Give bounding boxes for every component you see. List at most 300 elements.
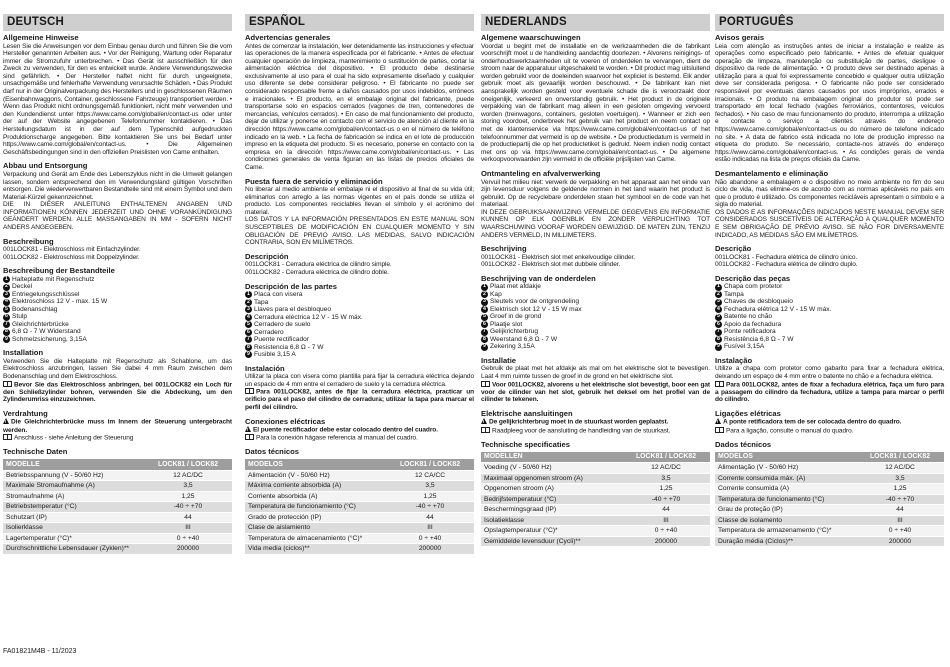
disposal-text: Não abandone a embalagem e o dispositivo no meio ambiente no fim do seu ciclo de vida, mas elimine-os de acordo com as normas aplicáveis no país em que o produto é utilizado. Os componentes recicláveis apresentam o símbolo e a sigla do material. xyxy=(715,178,944,209)
part-label: Cerradura eléctrica 12 V - 15 W máx. xyxy=(254,313,363,321)
spec-label: Opgenomen stroom (A) xyxy=(481,484,622,495)
table-header-models: MODELOS xyxy=(715,452,856,463)
disposal-text: Verpackung und Gerät am Ende des Lebenszyklus nicht in die Umwelt gelangen lassen, sondern entsprechend den im Verwendungsland gültigen Vorschriften entsorgen. Die wiederverwertbaren Bestandteile sind mit einem Symbol und dem Material-Kürzel gekennzeichnet. xyxy=(3,170,232,201)
spec-value: 1,25 xyxy=(622,484,710,495)
table-header-row xyxy=(245,459,474,470)
part-number-badge: 8 xyxy=(715,336,722,343)
language-header: PORTUGUÊS xyxy=(715,14,944,31)
spec-label: Corriente absorbida (A) xyxy=(245,491,386,502)
wiring-note xyxy=(245,434,474,442)
part-label: Resistência 6,8 Ω - 7 W xyxy=(724,335,794,343)
table-row xyxy=(3,491,232,502)
language-header: ESPAÑOL xyxy=(245,14,474,31)
model-description-2: 001LOCK82 - Elektrisch slot met dubbele cilinder. xyxy=(481,261,621,269)
spec-label: Temperatura de armazenamento (°C)* xyxy=(715,526,856,537)
part-number-badge: 5 xyxy=(481,314,488,321)
part-number-badge: 6 xyxy=(481,321,488,328)
part-item xyxy=(245,299,474,307)
spec-value: -40 ÷ +70 xyxy=(144,502,232,513)
parts-heading: Descripción de las partes xyxy=(245,281,338,291)
parts-heading: Beschreibung der Bestandteile xyxy=(3,266,115,276)
spec-label: Beschermingsgraad (IP) xyxy=(481,505,622,516)
table-header-values: LOCK81 / LOCK82 xyxy=(144,459,232,470)
wiring-heading: Elektrische aansluitingen xyxy=(481,408,573,418)
part-label: Chaves de desbloqueio xyxy=(724,298,793,306)
part-number-badge: 5 xyxy=(245,321,252,328)
spec-label: Classe de isolamento xyxy=(715,515,856,526)
part-label: Cerradero xyxy=(254,328,284,336)
part-item xyxy=(245,314,474,322)
spec-value: 200000 xyxy=(144,544,232,555)
technical-data-heading: Technische Daten xyxy=(3,447,68,457)
spec-label: Grado de protección (IP) xyxy=(245,512,386,523)
part-item xyxy=(715,291,944,299)
part-item xyxy=(245,351,474,359)
spec-value: 200000 xyxy=(386,544,474,555)
part-label: Batente no chão xyxy=(724,313,773,321)
wiring-warning xyxy=(715,418,944,426)
part-item xyxy=(715,321,944,329)
part-label: Fechadura elétrica 12 V - 15 W máx. xyxy=(724,305,832,313)
technical-data-table xyxy=(715,452,944,548)
spec-value: -40 ÷ +70 xyxy=(856,494,944,505)
part-label: Bodenanschlag xyxy=(12,305,58,313)
spec-label: Isolierklasse xyxy=(3,523,144,534)
parts-list xyxy=(3,276,232,344)
table-header-models: MODELLEN xyxy=(481,452,622,463)
table-row xyxy=(715,473,944,484)
wiring-note xyxy=(715,427,944,435)
part-label: Resistencia 6,8 Ω - 7 W xyxy=(254,343,324,351)
part-item xyxy=(3,283,232,291)
table-row xyxy=(245,481,474,492)
part-label: 6,8 Ω - 7 W Widerstand xyxy=(12,328,81,336)
model-description-2: 001LOCK82 - Elektroschloss mit Doppelzylinder. xyxy=(3,253,140,261)
spec-value: III xyxy=(856,515,944,526)
spec-label: Durchschnittliche Lebensdauer (Zyklen)** xyxy=(3,544,144,555)
part-item xyxy=(3,276,232,284)
technical-data-heading: Technische specificaties xyxy=(481,439,570,449)
part-item xyxy=(481,321,710,329)
spec-label: Corrente consumida máx. (A) xyxy=(715,473,856,484)
wiring-note-text: Anschluss - siehe Anleitung der Steuerung xyxy=(14,434,134,442)
spec-label: Temperatura de almacenamiento (°C)* xyxy=(245,533,386,544)
manual-book-icon xyxy=(245,434,254,440)
table-row xyxy=(481,473,710,484)
table-row xyxy=(245,533,474,544)
part-label: Plaatje slot xyxy=(490,320,523,328)
table-row xyxy=(3,544,232,555)
installation-heading: Instalación xyxy=(245,363,285,373)
part-label: Weerstand 6,8 Ω - 7 W xyxy=(490,335,558,343)
disclaimer-text: IN DEZE GEBRUIKSAANWIJZING VERMELDE GEGEVENS EN INFORMATIE KUNNEN OP ELK OGENBLIK EN ZONDER VERPLICHTING TOT WAARSCHUWING VOORAF WORDEN GEWIJZIGD. DE MATEN ZIJN, TENZIJ ANDERS VERMELD, IN MILLIMETERS. xyxy=(481,208,710,239)
spec-value: 12 AC/DC xyxy=(144,470,232,481)
installation-heading: Installation xyxy=(3,348,44,358)
wiring-warning-text: El puente rectificador debe estar colocado dentro del cuadro. xyxy=(253,426,438,434)
warning-icon xyxy=(3,418,9,424)
manual-book-icon xyxy=(715,381,724,387)
part-number-badge: 6 xyxy=(715,321,722,328)
wiring-note-text: Para a ligação, consulte o manual do quadro. xyxy=(726,427,854,434)
table-row xyxy=(481,536,710,547)
table-row xyxy=(3,502,232,513)
disposal-text: No liberar al medio ambiente el embalaje ni el dispositivo al final de su vida útil; eliminarlos con arreglo a las normas vigentes en el país donde se utiliza el producto. Los componentes reciclables llevan el símbolo y el acrónimo del material. xyxy=(245,186,474,216)
part-number-badge: 3 xyxy=(481,299,488,306)
installation-note xyxy=(715,381,944,404)
language-header: NEDERLANDS xyxy=(481,14,710,31)
part-item xyxy=(245,321,474,329)
part-number-badge: 7 xyxy=(3,321,10,328)
general-warnings-heading: Algemene waarschuwingen xyxy=(481,33,581,42)
description-heading: Beschreibung xyxy=(3,236,54,246)
spec-value: 12 AC/DC xyxy=(856,463,944,474)
table-row xyxy=(715,494,944,505)
part-label: Plaat met afdakje xyxy=(490,283,541,291)
part-number-badge: 3 xyxy=(245,306,252,313)
table-row xyxy=(245,470,474,481)
disposal-text: Vervuil het milieu niet: verwerk de verpakking en het apparaat aan het einde van zijn levensduur volgens de geldende normen in het land waarin het product is gebruikt. Op de recyclebare onderdelen staan het symbool en de code van het materiaal. xyxy=(481,178,710,209)
language-column xyxy=(715,14,944,547)
table-header-values: LOCK81 / LOCK82 xyxy=(622,452,710,463)
part-number-badge: 5 xyxy=(715,314,722,321)
part-number-badge: 1 xyxy=(481,284,488,291)
document-code: FA01821M4B - 11/2023 xyxy=(3,648,77,655)
table-row xyxy=(3,512,232,523)
language-column xyxy=(245,14,474,555)
spec-value: 0 ÷ +40 xyxy=(144,533,232,544)
part-number-badge: 7 xyxy=(715,329,722,336)
part-label: Stulp xyxy=(12,313,28,321)
manual-book-icon xyxy=(3,381,12,387)
parts-list xyxy=(245,291,474,359)
part-label: Cerradero de suelo xyxy=(254,321,311,329)
part-label: Puente rectificador xyxy=(254,336,309,344)
spec-label: Temperatura de funcionamento (°C) xyxy=(715,494,856,505)
part-number-badge: 6 xyxy=(245,329,252,336)
table-header-models: MODELOS xyxy=(245,459,386,470)
part-number-badge: 3 xyxy=(715,299,722,306)
spec-label: Maximaal opgenomen stroom (A) xyxy=(481,473,622,484)
part-number-badge: 8 xyxy=(245,344,252,351)
table-header-row xyxy=(3,459,232,470)
spec-label: Duração média (Ciclos)** xyxy=(715,536,856,547)
installation-note-text: Voor 001LOCK82, alvorens u het elektrische slot bevestigt, boor een gat voor de cilinder van het slot, gebruik het deksel om het profiel van de cilinder te tekenen. xyxy=(481,381,710,404)
part-item xyxy=(3,321,232,329)
part-item xyxy=(715,336,944,344)
installation-note-text: Bevor Sie das Elektroschloss anbringen, bei 001LOCK82 ein Loch für den Schließzylinder bohren, verwenden Sie die Abdeckung, um den Zylinderumriss einzuzeichnen. xyxy=(3,381,232,404)
spec-label: Clase de aislamiento xyxy=(245,523,386,534)
model-description-1: 001LOCK81 - Fechadura elétrica de cilindro único. xyxy=(715,253,858,261)
part-number-badge: 9 xyxy=(245,351,252,358)
description-heading: Descripción xyxy=(245,251,289,261)
table-row xyxy=(481,484,710,495)
parts-heading: Beschrijving van de onderdelen xyxy=(481,273,596,283)
spec-value: 44 xyxy=(622,505,710,516)
spec-value: 3,5 xyxy=(386,481,474,492)
table-row xyxy=(715,526,944,537)
installation-heading: Installatie xyxy=(481,355,517,365)
part-item xyxy=(245,306,474,314)
spec-value: 44 xyxy=(144,512,232,523)
table-header-models: MODELLE xyxy=(3,459,144,470)
part-item xyxy=(245,336,474,344)
part-label: Placa con visera xyxy=(254,291,303,299)
part-label: Kap xyxy=(490,290,502,298)
part-number-badge: 1 xyxy=(3,276,10,283)
spec-value: III xyxy=(386,523,474,534)
table-row xyxy=(481,494,710,505)
disposal-heading: Puesta fuera de servicio y eliminación xyxy=(245,176,383,186)
table-row xyxy=(245,544,474,555)
spec-label: Temperatura de funcionamiento (°C) xyxy=(245,502,386,513)
table-row xyxy=(245,523,474,534)
manual-book-icon xyxy=(481,381,490,387)
disposal-heading: Abbau und Entsorgung xyxy=(3,161,88,171)
part-item xyxy=(715,283,944,291)
general-warnings-heading: Advertencias generales xyxy=(245,33,331,42)
spec-label: Maximale Stromaufnahme (A) xyxy=(3,481,144,492)
part-label: Ponte retificadora xyxy=(724,328,776,336)
part-label: Gelijkrichterbrug xyxy=(490,328,539,336)
spec-value: 200000 xyxy=(856,536,944,547)
spec-label: Grau de proteção (IP) xyxy=(715,505,856,516)
warning-icon xyxy=(715,418,721,424)
part-item xyxy=(3,291,232,299)
part-item xyxy=(3,298,232,306)
spec-value: 12 AC/DC xyxy=(622,463,710,474)
part-number-badge: 4 xyxy=(481,306,488,313)
spec-value: 3,5 xyxy=(144,481,232,492)
part-number-badge: 7 xyxy=(481,329,488,336)
disclaimer-text: OS DADOS E AS INFORMAÇÕES INDICADOS NESTE MANUAL DEVEM SER CONSIDERADOS SUSCETÍVEIS DE ALTERAÇÃO A QUALQUER MOMENTO E SEM OBRIGAÇÃO DE PRÉVIO AVISO. SE NÃO FOR DIVERSAMENTE INDICADO, AS MEDIDAS SÃO EM MILÍMETROS. xyxy=(715,208,944,239)
part-number-badge: 8 xyxy=(481,336,488,343)
model-description-1: 001LOCK81 - Elektroschloss mit Einfachzylinder. xyxy=(3,246,141,254)
installation-heading: Instalação xyxy=(715,355,753,365)
spec-value: 3,5 xyxy=(622,473,710,484)
description-heading: Beschrijving xyxy=(481,244,527,254)
part-label: Tampa xyxy=(724,290,744,298)
part-item xyxy=(481,328,710,336)
spec-label: Schutzart (IP) xyxy=(3,512,144,523)
part-label: Elektroschloss 12 V - max. 15 W xyxy=(12,298,108,306)
spec-label: Corrente consumida (A) xyxy=(715,484,856,495)
table-row xyxy=(481,515,710,526)
manual-book-icon xyxy=(245,388,254,394)
spec-value: 44 xyxy=(386,512,474,523)
model-description-1: 001LOCK81 - Elektrisch slot met enkelvoudige cilinder. xyxy=(481,253,635,261)
description-heading: Descrição xyxy=(715,244,752,254)
spec-label: Opslagtemperatuur (°C)* xyxy=(481,526,622,537)
disclaimer-text: LOS DATOS Y LA INFORMACIÓN PRESENTADOS EN ESTE MANUAL SON SUSCEPTIBLES DE MODIFICACIÓN EN CUALQUIER MOMENTO Y SIN OBLIGACIÓN DE PREVIO AVISO. LAS MEDIDAS, SALVO INDICACIÓN CONTRARIA, SON EN MILÍMETROS. xyxy=(245,216,474,247)
part-item xyxy=(245,291,474,299)
part-number-badge: 6 xyxy=(3,314,10,321)
part-label: Llaves para el desbloqueo xyxy=(254,306,331,314)
part-item xyxy=(481,283,710,291)
spec-value: 0 ÷ +40 xyxy=(856,526,944,537)
spec-label: Máxima corriente absorbida (A) xyxy=(245,481,386,492)
installation-text: Utilize a chapa com protetor como gabarito para fixar a fechadura elétrica, deixando um espaço de 4 mm entre o batente no chão e a fechadura elétrica. xyxy=(715,365,944,381)
table-row xyxy=(481,463,710,474)
installation-note-text: Para 001LOCK82, antes de fixar a fechadura elétrica, faça um furo para a passagem do cilindro da fechadura, utilize a tampa para marcar o perfil do cilindro. xyxy=(715,381,944,404)
installation-note xyxy=(3,381,232,404)
spec-label: Bedrijfstemperatuur (°C) xyxy=(481,494,622,505)
installation-text: Utilizar la placa con visera como plantilla para fijar la cerradura eléctrica dejando un espacio de 4 mm entre el cerradero de suelo y la cerradura eléctrica. xyxy=(245,373,474,388)
part-label: Schmelzsicherung, 3,15A xyxy=(12,335,87,343)
part-label: Halteplatte mit Regenschutz xyxy=(12,275,95,283)
spec-value: III xyxy=(622,515,710,526)
table-row xyxy=(3,523,232,534)
table-header-row xyxy=(715,452,944,463)
table-row xyxy=(715,505,944,516)
table-row xyxy=(245,512,474,523)
part-label: Elektrisch slot 12 V - 15 W max xyxy=(490,305,582,313)
table-header-values: LOCK81 / LOCK82 xyxy=(856,452,944,463)
part-label: Sleutels voor de ontgrendeling xyxy=(490,298,580,306)
part-item xyxy=(715,343,944,351)
spec-label: Gemiddelde levensduur (Cycli)** xyxy=(481,536,622,547)
spec-label: Voeding (V - 50/60 Hz) xyxy=(481,463,622,474)
table-row xyxy=(481,505,710,516)
parts-list xyxy=(715,283,944,351)
spec-value: 12 CA/CC xyxy=(386,470,474,481)
installation-note xyxy=(245,388,474,411)
language-header: DEUTSCH xyxy=(3,14,232,31)
part-number-badge: 7 xyxy=(245,336,252,343)
spec-label: Stromaufnahme (A) xyxy=(3,491,144,502)
part-item xyxy=(715,298,944,306)
spec-value: 44 xyxy=(856,505,944,516)
installation-note xyxy=(481,381,710,404)
table-row xyxy=(3,481,232,492)
part-label: Entriegelungsschlüssel xyxy=(12,290,80,298)
part-item xyxy=(481,306,710,314)
part-number-badge: 4 xyxy=(715,306,722,313)
part-item xyxy=(481,313,710,321)
table-row xyxy=(245,491,474,502)
spec-label: Lagertemperatur (°C)* xyxy=(3,533,144,544)
spec-value: 1,25 xyxy=(144,491,232,502)
table-row xyxy=(715,484,944,495)
table-header-values: LOCK81 / LOCK82 xyxy=(386,459,474,470)
wiring-warning xyxy=(481,418,710,426)
installation-note-text: Para 001LOCK82, antes de fijar la cerradura eléctrica, practicar un orificio para el paso del cilindro de cerradura; utilizar la tapa para marcar el perfil del cilindro. xyxy=(245,388,474,411)
warning-icon xyxy=(481,418,487,424)
part-number-badge: 4 xyxy=(245,314,252,321)
part-number-badge: 8 xyxy=(3,329,10,336)
technical-data-heading: Datos técnicos xyxy=(245,447,300,457)
manual-book-icon xyxy=(481,427,490,433)
general-warnings-heading: Allgemeine Hinweise xyxy=(3,33,79,42)
wiring-note xyxy=(481,427,710,435)
spec-label: Betriebsspannung (V - 50/60 Hz) xyxy=(3,470,144,481)
part-item xyxy=(245,344,474,352)
table-row xyxy=(481,526,710,537)
spec-label: Betriebstemperatur (°C) xyxy=(3,502,144,513)
part-number-badge: 9 xyxy=(3,336,10,343)
spec-value: 200000 xyxy=(622,536,710,547)
parts-heading: Descrição das peças xyxy=(715,273,791,283)
language-column xyxy=(481,14,710,547)
part-label: Zekering 3,15A xyxy=(490,343,535,351)
table-row xyxy=(3,470,232,481)
table-row xyxy=(715,536,944,547)
technical-data-heading: Dados técnicos xyxy=(715,439,772,449)
part-item xyxy=(3,336,232,344)
model-description-2: 001LOCK82 - Cerradura eléctrica de cilindro doble. xyxy=(245,268,389,276)
spec-value: -40 ÷ +70 xyxy=(622,494,710,505)
part-label: Apoio da fechadura xyxy=(724,320,782,328)
wiring-heading: Verdrahtung xyxy=(3,408,48,418)
part-item xyxy=(715,313,944,321)
part-number-badge: 4 xyxy=(3,299,10,306)
wiring-heading: Ligações elétricas xyxy=(715,408,781,418)
part-label: Groef in de grond xyxy=(490,313,542,321)
disclaimer-text: DIE IN DIESER ANLEITUNG ENTHALTENEN ANGABEN UND INFORMATIONEN KÖNNEN JEDERZEIT UND OHNE VORANKÜNDIGUNG GEÄNDERT WERDEN. ALLE MASSANGABEN IN MM - SOFERN NICHT ANDERS ANGEGEBEN. xyxy=(3,201,232,232)
disposal-heading: Ontmanteling en afvalverwerking xyxy=(481,169,601,178)
general-warnings-text: Antes de comenzar la instalación, leer detenidamente las instrucciones y efectuar las operaciones de la manera especificada por el fabricante. • Antes de efectuar cualquier operación de limpieza, mantenimiento o sustitución de partes, cortar la alimentación eléctrica del dispositivo. • El producto debe destinarse exclusivamente al uso para el cual ha sido expresamente diseñado y cualquier uso diferente se debe considerar peligroso. • El fabricante no puede ser considerado responsable frente a daños causados por usos indebidos, erróneos e irracionales. • El producto, en el embalaje original del fabricante, puede transportarse solo en espacios cerrados (vagones de tren, contenedores de mercancías, vehículos cerrados). • En caso de mal funcionamiento del producto, dejar de utilizar y ponerse en contacto con el servicio de atención al cliente en la dirección https://www.came.com/global/en/contact-us o en el número de teléfono indicado en la web. • La fecha de fabricación se indica en el lote de producción impreso en la etiqueta del producto. Si es necesario, ponerse en contacto con la empresa en la dirección https://www.came.com/global/en/contact-us. • Las condiciones generales de venta figuran en las listas de precios oficiales de Came. xyxy=(245,42,474,171)
part-item xyxy=(481,336,710,344)
model-description-1: 001LOCK81 - Cerradura eléctrica de cilindro simple. xyxy=(245,261,392,269)
part-label: Gleichrichterbrücke xyxy=(12,320,69,328)
table-row xyxy=(3,533,232,544)
wiring-warning xyxy=(3,418,232,434)
part-item xyxy=(3,313,232,321)
table-header-row xyxy=(481,452,710,463)
part-item xyxy=(481,298,710,306)
wiring-heading: Conexiones eléctricas xyxy=(245,416,326,426)
technical-data-table xyxy=(245,459,474,555)
general-warnings-text: Leia com atenção as instruções antes de iniciar a instalação e realize as operações como especificado pelo fabricante. • Antes de efetuar qualquer operação de limpeza, manutenção ou substituição de partes, desligue o dispositivo da rede de alimentação. • O produto deve ser destinado apenas à utilização para a qual foi expressamente concebido e qualquer outra utilização deve ser considerada perigosa. • O fabricante não pode ser considerado responsável por eventuais danos causados por usos impróprios, errados e irracionais. • O produto na embalagem original do produtor só pode ser transportado em local fechado (vagões ferroviários, contentores, veículos fechados). • No caso de mau funcionamento do produto, interrompa a utilização e contacte o serviço a clientes através do endereço https://www.came.com/global/en/contact-us ou do número de telefone indicado no site. • A data de fabrico está indicada no lote de produção impresso na etiqueta do produto. Se necessário, contacte-nos através do endereço https://www.came.com/global/en/contact-us. • As condições gerais de venda estão indicadas na lista de preços oficiais da Came. xyxy=(715,42,944,164)
spec-value: 3,5 xyxy=(856,473,944,484)
installation-text: Verwenden Sie die Halteplatte mit Regenschutz als Schablone, um das Elektroschloss anzubringen, lassen Sie dabei 4 mm Raum zwischen dem Bodenanschlag und dem Elektroschloss. xyxy=(3,357,232,381)
model-description-2: 001LOCK82 - Fechadura elétrica de cilindro duplo. xyxy=(715,261,858,269)
spec-value: -40 ÷ +70 xyxy=(386,502,474,513)
spec-label: Alimentación (V - 50/60 Hz) xyxy=(245,470,386,481)
manual-book-icon xyxy=(3,434,12,440)
part-label: Tapa xyxy=(254,298,269,306)
wiring-warning-text: De gelijkrichterbrug moet in de stuurkast worden geplaatst. xyxy=(489,418,669,426)
table-row xyxy=(715,515,944,526)
warning-icon xyxy=(245,426,251,432)
part-number-badge: 1 xyxy=(245,291,252,298)
part-item xyxy=(481,343,710,351)
table-row xyxy=(245,502,474,513)
part-number-badge: 2 xyxy=(481,291,488,298)
parts-list xyxy=(481,283,710,351)
wiring-warning-text: Die Gleichrichterbrücke muss im Innern der Steuerung untergebracht werden. xyxy=(3,418,232,434)
general-warnings-text: Voordat u begint met de installatie en de werkzaamheden die de fabrikant voorschrijft moet u de handleiding aandachtig doorlezen. • Alvorens reinigings- of onderhoudswerkzaamheden uit te voeren of onderdelen te vervangen, dient de stroom naar de apparatuur uitgeschakeld te worden. • Dit product mag uitsluitend worden gebruikt voor de doeleinden waarvoor het expliciet is bestemd. Elk ander gebruik moet als gevaarlijk worden beschouwd. • De fabrikant kan niet aansprakelijk worden gesteld voor eventuele schade die is veroorzaakt door oneigenlijk, verkeerd en onverstandig gebruik. • Het product in de originele verpakking van de fabrikant mag alleen in een gesloten omgeving vervoerd worden (treinwagons, containers, gesloten voertuigen). • Wanneer er zich een storing voordoet, onderbreek het gebruik van het product en neem contact op met de klantenservice via https://www.came.com/global/en/contact-us of het telefoonnummer dat vermeld is op de website. • De productiedatum is vermeld in de productiepartij die op het productetiket is gedrukt. Neem indien nodig contact met ons op via https://www.came.com/global/en/contact-us. • De algemene verkoopvoorwaarden zijn vermeld in de officiële prijslijsten van Came. xyxy=(481,42,710,164)
part-number-badge: 2 xyxy=(245,299,252,306)
wiring-warning-text: A ponte retificadora tem de ser colocada dentro do quadro. xyxy=(723,418,902,426)
wiring-note-text: Raadpleeg voor de aansluiting de handleiding van de stuurkast. xyxy=(492,427,671,434)
part-label: Fusible 3,15 A xyxy=(254,351,296,359)
part-number-badge: 9 xyxy=(715,344,722,351)
general-warnings-text: Lesen Sie die Anweisungen vor dem Einbau genau durch und führen Sie die vom Hersteller genannten Arbeiten aus. • Vor der Reinigung, Wartung oder Reparatur immer die Stromzufuhr unterbrechen. • Das Gerät ist ausschließlich für den Zweck zu verwenden, für den es entwickelt wurde. Andere Verwendungszwecke sind gefährlich. • Der Hersteller haftet nicht für durch ungeeignete, unsachgemäße und fehlerhafte Verwendung verursachte Schäden. • Das Produkt darf nur in der Originalverpackung des Herstellers und in geschlossenen Räumen (Eisenbahnwaggons, Container, geschlossene Fahrzeuge) transportiert werden. • Wenn das Produkt nicht ordnungsgemäß funktioniert, nicht mehr verwenden und den Kundendienst unter https://www.came.com/global/en/contact-us oder unter der auf der Website angegebenen Telefonnummer kontaktieren. • Das Herstellungsdatum ist in der auf dem Typenschild aufgedruckten Produktionscharge angegeben. Bitte kontaktieren Sie uns bei Bedarf unter https://www.came.com/global/en/contact-us. • Die Allgemeinen Geschäftsbedingungen sind in den offiziellen Preislisten von Came enthalten. xyxy=(3,42,232,156)
spec-label: Alimentação (V - 50/60 Hz) xyxy=(715,463,856,474)
part-label: Fusível 3,15A xyxy=(724,343,765,351)
part-number-badge: 2 xyxy=(715,291,722,298)
general-warnings-heading: Avisos gerais xyxy=(715,33,765,42)
disposal-heading: Desmantelamento e eliminação xyxy=(715,169,829,178)
spec-value: III xyxy=(144,523,232,534)
wiring-warning xyxy=(245,426,474,434)
part-label: Deckel xyxy=(12,283,33,291)
spec-value: 0 ÷ +40 xyxy=(622,526,710,537)
spec-value: 1,25 xyxy=(386,491,474,502)
technical-data-table xyxy=(481,452,710,548)
part-label: Chapa com protetor xyxy=(724,283,783,291)
table-row xyxy=(715,463,944,474)
